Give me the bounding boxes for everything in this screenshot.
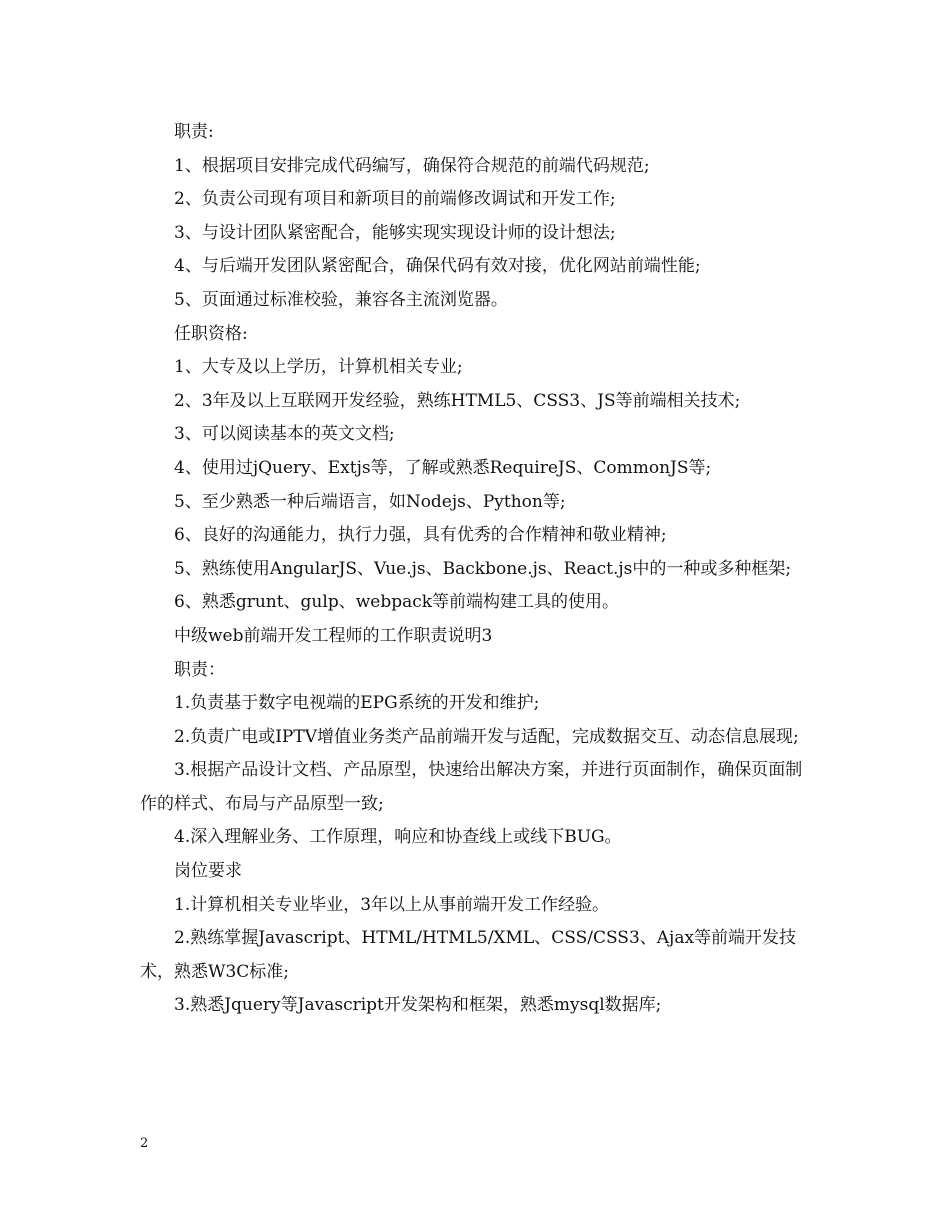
paragraph: 2.熟练掌握Javascript、HTML/HTML5/XML、CSS/CSS3、Ajax等前端开发技术，熟悉W3C标准; <box>140 928 797 982</box>
paragraph: 2、负责公司现有项目和新项目的前端修改调试和开发工作; <box>174 189 616 210</box>
page-number: 2 <box>140 1136 149 1151</box>
paragraph: 4、与后端开发团队紧密配合，确保代码有效对接，优化网站前端性能; <box>174 256 701 277</box>
paragraph: 6、良好的沟通能力，执行力强，具有优秀的合作精神和敬业精神; <box>174 525 667 546</box>
paragraph: 5、熟练使用AngularJS、Vue.js、Backbone.js、React.js中的一种或多种框架; <box>174 558 792 579</box>
section-heading: 中级web前端开发工程师的工作职责说明3 <box>174 625 493 646</box>
paragraph: 1.计算机相关专业毕业，3年以上从事前端开发工作经验。 <box>174 894 610 915</box>
paragraph: 职责： <box>174 659 225 680</box>
paragraph: 5、至少熟悉一种后端语言，如Nodejs、Python等; <box>174 491 566 512</box>
paragraph: 4.深入理解业务、工作原理，响应和协查线上或线下BUG。 <box>174 827 622 848</box>
paragraph: 职责: <box>174 122 214 142</box>
paragraph: 1、根据项目安排完成代码编写，确保符合规范的前端代码规范; <box>174 155 650 176</box>
paragraph: 5、页面通过标准校验，兼容各主流浏览器。 <box>174 289 508 310</box>
paragraph: 1、大专及以上学历，计算机相关专业; <box>174 357 463 378</box>
paragraph: 任职资格: <box>174 323 248 344</box>
paragraph: 3、可以阅读基本的英文文档; <box>174 424 395 445</box>
paragraph: 1.负责基于数字电视端的EPG系统的开发和维护; <box>174 693 540 714</box>
paragraph: 2、3年及以上互联网开发经验，熟练HTML5、CSS3、JS等前端相关技术; <box>174 390 741 411</box>
paragraph: 3.熟悉Jquery等Javascript开发架构和框架，熟悉mysql数据库; <box>174 995 662 1016</box>
paragraph: 2.负责广电或IPTV增值业务类产品前端开发与适配，完成数据交互、动态信息展现; <box>174 726 799 747</box>
paragraph: 3、与设计团队紧密配合，能够实现实现设计师的设计想法; <box>174 222 616 243</box>
document-body <box>140 116 812 1023</box>
paragraph: 6、熟悉grunt、gulp、webpack等前端构建工具的使用。 <box>174 592 620 613</box>
paragraph: 4、使用过jQuery、Extjs等，了解或熟悉RequireJS、CommonJS等; <box>174 457 712 478</box>
paragraph: 岗位要求 <box>174 861 242 882</box>
paragraph: 3.根据产品设计文档、产品原型，快速给出解决方案，并进行页面制作，确保页面制作的样式、布局与产品原型一致; <box>140 760 803 814</box>
